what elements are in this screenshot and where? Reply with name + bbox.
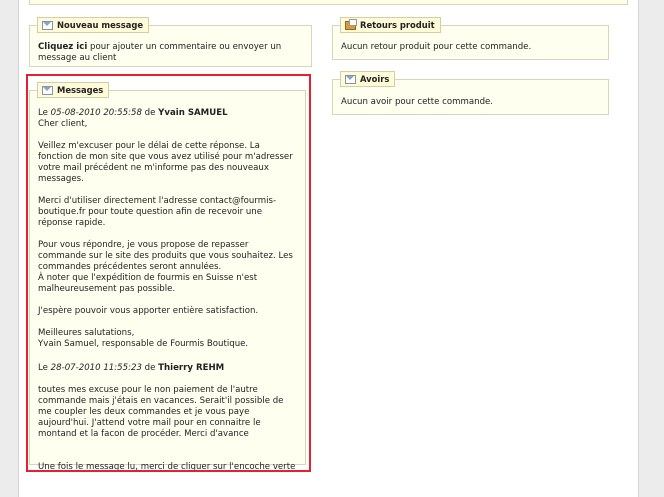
credits-panel — [332, 74, 609, 115]
credits-legend — [340, 71, 395, 87]
messages-legend — [37, 82, 109, 98]
top-panel-edge — [29, 0, 628, 5]
package-icon — [345, 21, 356, 30]
message-text: Veillez m'excuser pour le délai de cette réponse. La fonction de mon site que vous avez utilisé pour m'adresser votre mail précédent ne m'informe pas des nouveaux messages. — [38, 141, 293, 184]
message-header: Le 28-07-2010 11:55:23 de Thierry REHM — [38, 363, 225, 373]
new-message-legend — [37, 17, 149, 33]
message-text: Yvain Samuel, responsable de Fourmis Boutique. — [38, 339, 249, 349]
message-text: Cher client, — [38, 119, 88, 129]
envelope-icon — [42, 86, 53, 95]
message-author: Thierry REHM — [158, 363, 225, 373]
message-text: toutes mes excuse pour le non paiement de l'autre commande mais j'étais en vacances. Serait'il possible de me coupler les deux commandes et je vous paye aujourd'hui. J'attend votre mail pour en connaitre le montand et la facon de procéder. Merci d'avance — [38, 385, 284, 439]
message-date: 28-07-2010 11:55:23 — [50, 363, 142, 373]
message-text: J'espère pouvoir vous apporter entière satisfaction. — [38, 306, 259, 316]
credits-text: Aucun avoir pour cette commande. — [341, 97, 494, 107]
messages-footer-note: Une fois le message lu, merci de cliquer sur l'encoche verte — [38, 462, 296, 472]
new-message-title: Nouveau message — [57, 20, 144, 30]
message-text: Merci d'utiliser directement l'adresse contact@fourmis-boutique.fr pour toute question afin de recevoir une réponse rapide. — [38, 196, 277, 228]
envelope-icon — [42, 21, 53, 30]
messages-title: Messages — [57, 85, 104, 95]
message-header: Le 05-08-2010 20:55:58 de Yvain SAMUEL — [38, 108, 228, 118]
messages-panel — [29, 85, 306, 472]
add-message-link[interactable]: Cliquez ici — [38, 42, 88, 52]
product-returns-panel — [332, 20, 609, 60]
new-message-text: pour ajouter un commentaire ou envoyer un message au client — [38, 42, 282, 63]
message-text: Pour vous répondre, je vous propose de repasser commande sur le site des produits que vous souhaitez. Les commandes précédentes seront annulées. — [38, 240, 293, 272]
envelope-icon — [345, 75, 356, 84]
credits-title: Avoirs — [360, 74, 390, 84]
page — [18, 0, 639, 497]
product-returns-legend — [340, 17, 441, 33]
message-item — [38, 108, 297, 350]
message-text: À noter que l'expédition de fourmis en Suisse n'est malheureusement pas possible. — [38, 273, 258, 294]
product-returns-title: Retours produit — [360, 20, 435, 30]
message-date: 05-08-2010 20:55:58 — [50, 108, 142, 118]
message-item — [38, 363, 297, 440]
product-returns-text: Aucun retour produit pour cette commande. — [341, 42, 532, 52]
message-author: Yvain SAMUEL — [158, 108, 228, 118]
message-text: Meilleures salutations, — [38, 328, 135, 338]
new-message-panel — [29, 20, 312, 67]
